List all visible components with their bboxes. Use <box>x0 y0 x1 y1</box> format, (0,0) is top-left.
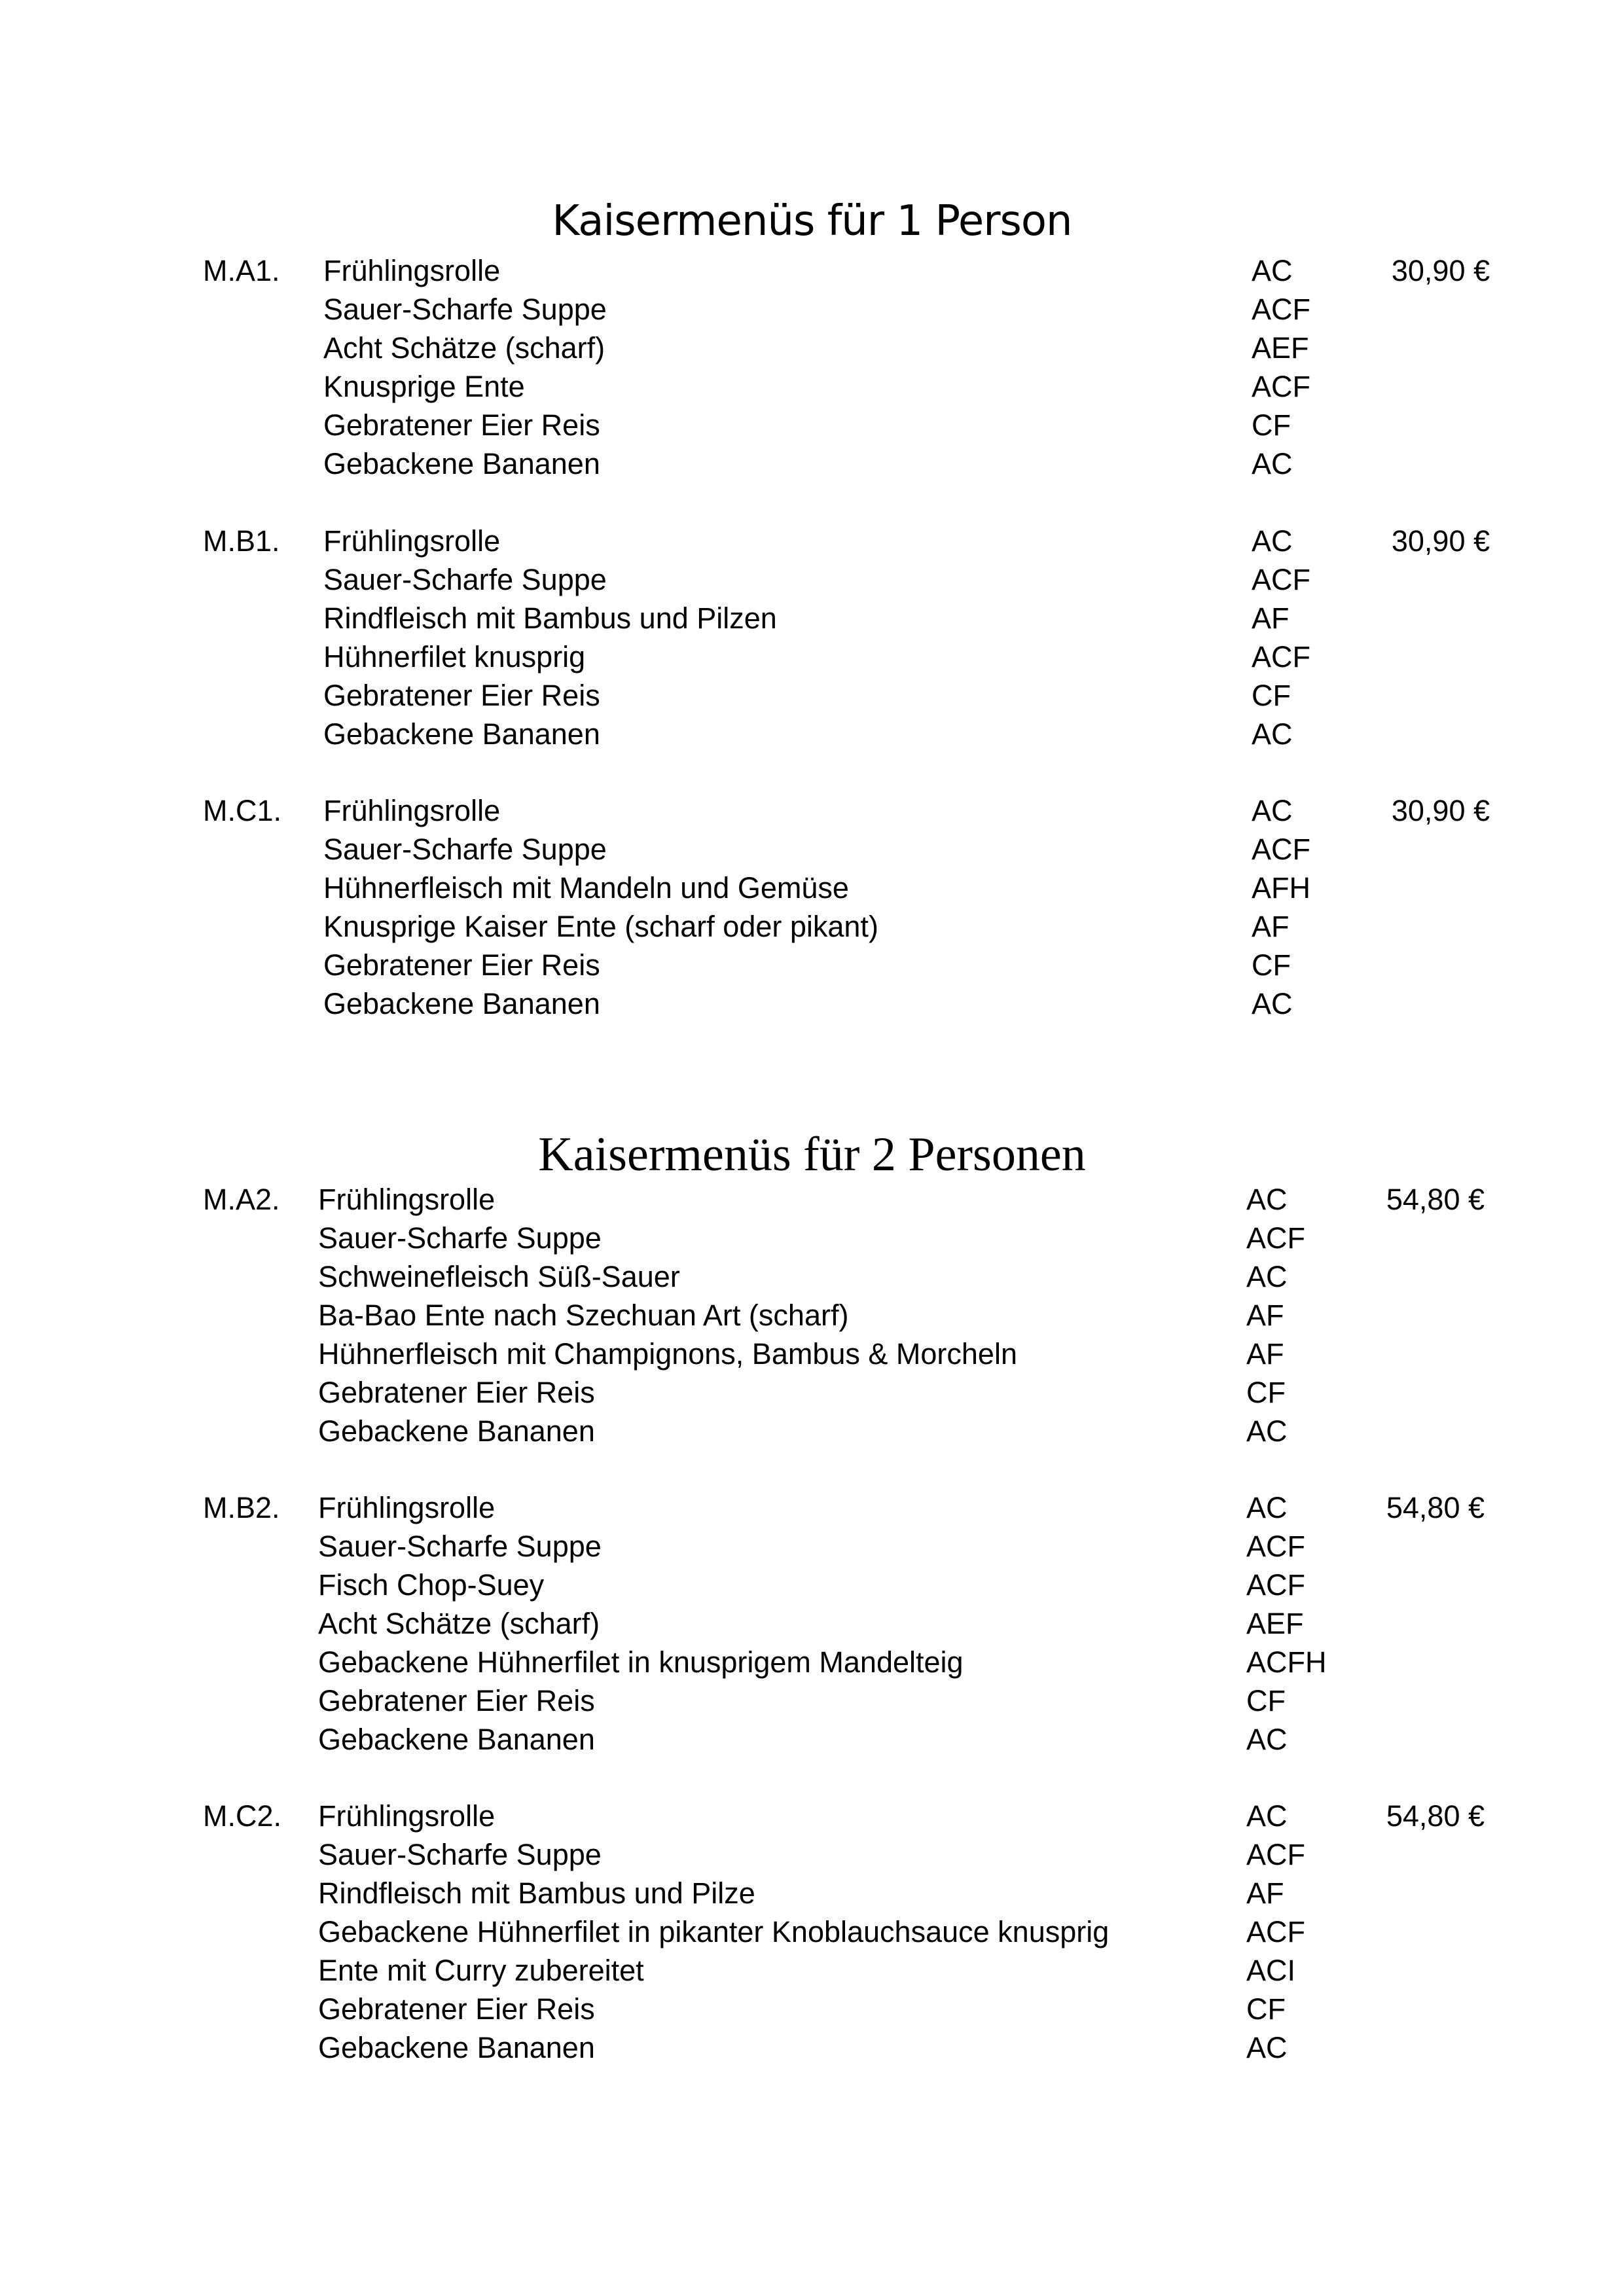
menu-row <box>0 1335 1624 1373</box>
dish-name: Acht Schätze (scharf) <box>318 1607 600 1640</box>
dish-name: Gebackene Bananen <box>318 2031 595 2064</box>
allergen-codes: AC <box>1252 717 1293 751</box>
dish-name: Gebratener Eier Reis <box>318 1992 595 2026</box>
dish-name: Gebackene Bananen <box>323 987 600 1020</box>
dish-name: Gebratener Eier Reis <box>318 1376 595 1409</box>
allergen-codes: AF <box>1246 1876 1284 1910</box>
menu-row <box>0 1990 1624 2028</box>
menu-code: M.A1. <box>203 254 280 287</box>
menu-price: 54,80 € <box>1386 1491 1485 1524</box>
menu-price: 30,90 € <box>1391 524 1490 558</box>
menu-row <box>0 907 1624 946</box>
menu-row <box>0 599 1624 637</box>
allergen-codes: ACF <box>1252 833 1310 866</box>
menu-row <box>0 676 1624 715</box>
menu-block-ma2 <box>0 1180 1624 1450</box>
menu-row <box>0 522 1624 560</box>
menu-row <box>0 1951 1624 1990</box>
allergen-codes: ACFH <box>1246 1645 1327 1679</box>
allergen-codes: AC <box>1252 254 1293 287</box>
dish-name: Schweinefleisch Süß-Sauer <box>318 1260 680 1293</box>
menu-block-ma1 <box>0 251 1624 483</box>
allergen-codes: AC <box>1246 2031 1288 2064</box>
dish-name: Hühnerfleisch mit Champignons, Bambus & Morcheln <box>318 1337 1017 1371</box>
dish-name: Gebackene Bananen <box>318 1723 595 1756</box>
dish-name: Gebratener Eier Reis <box>323 408 600 442</box>
dish-name: Gebackene Bananen <box>323 447 600 480</box>
allergen-codes: ACF <box>1246 1915 1305 1948</box>
dish-name: Hühnerfleisch mit Mandeln und Gemüse <box>323 871 849 905</box>
dish-name: Acht Schätze (scharf) <box>323 331 605 365</box>
allergen-codes: ACF <box>1246 1221 1305 1255</box>
menu-row <box>0 1527 1624 1566</box>
section-title-2-persons: Kaisermenüs für 2 Personen <box>538 1128 1086 1181</box>
menu-code: M.C2. <box>203 1799 282 1833</box>
allergen-codes: AF <box>1252 910 1290 943</box>
menu-row <box>0 2028 1624 2067</box>
allergen-codes: AF <box>1252 601 1290 635</box>
menu-row <box>0 444 1624 483</box>
allergen-codes: AC <box>1252 524 1293 558</box>
menu-code: M.B2. <box>203 1491 280 1524</box>
dish-name: Frühlingsrolle <box>323 524 501 558</box>
dish-name: Frühlingsrolle <box>323 794 501 827</box>
menu-row <box>0 830 1624 869</box>
dish-name: Frühlingsrolle <box>318 1183 496 1216</box>
menu-block-mc2 <box>0 1797 1624 2067</box>
menu-row <box>0 1643 1624 1681</box>
allergen-codes: AC <box>1246 1723 1288 1756</box>
menu-price: 54,80 € <box>1386 1799 1485 1833</box>
dish-name: Gebackene Hühnerfilet in pikanter Knoblauchsauce knusprig <box>318 1915 1110 1948</box>
dish-name: Ba-Bao Ente nach Szechuan Art (scharf) <box>318 1299 849 1332</box>
allergen-codes: CF <box>1246 1992 1286 2026</box>
menu-row <box>0 1720 1624 1759</box>
menu-row <box>0 1296 1624 1335</box>
allergen-codes: AEF <box>1246 1607 1304 1640</box>
allergen-codes: ACF <box>1252 370 1310 403</box>
dish-name: Gebratener Eier Reis <box>323 948 600 982</box>
menu-code: M.C1. <box>203 794 282 827</box>
dish-name: Sauer-Scharfe Suppe <box>318 1221 602 1255</box>
menu-row <box>0 406 1624 444</box>
menu-block-mb2 <box>0 1488 1624 1759</box>
dish-name: Hühnerfilet knusprig <box>323 640 586 673</box>
menu-row <box>0 1604 1624 1643</box>
allergen-codes: AC <box>1246 1491 1288 1524</box>
menu-block-mc1 <box>0 791 1624 1023</box>
allergen-codes: AC <box>1252 794 1293 827</box>
allergen-codes: AC <box>1252 987 1293 1020</box>
dish-name: Sauer-Scharfe Suppe <box>323 293 607 326</box>
allergen-codes: CF <box>1252 408 1291 442</box>
allergen-codes: AF <box>1246 1337 1284 1371</box>
menu-row <box>0 560 1624 599</box>
allergen-codes: AC <box>1246 1260 1288 1293</box>
menu-row <box>0 1180 1624 1219</box>
menu-row <box>0 1566 1624 1604</box>
menu-row <box>0 1412 1624 1450</box>
menu-row <box>0 290 1624 329</box>
menu-row <box>0 1257 1624 1296</box>
dish-name: Gebackene Hühnerfilet in knusprigem Mandelteig <box>318 1645 964 1679</box>
menu-row <box>0 791 1624 830</box>
allergen-codes: CF <box>1246 1684 1286 1717</box>
section-title-1-person: Kaisermenüs für 1 Person <box>552 197 1072 245</box>
menu-price: 30,90 € <box>1391 254 1490 287</box>
allergen-codes: AC <box>1246 1799 1288 1833</box>
allergen-codes: ACF <box>1246 1568 1305 1602</box>
menu-row <box>0 1488 1624 1527</box>
allergen-codes: ACF <box>1252 293 1310 326</box>
menu-row <box>0 1912 1624 1951</box>
allergen-codes: AFH <box>1252 871 1310 905</box>
allergen-codes: CF <box>1252 948 1291 982</box>
menu-row <box>0 1373 1624 1412</box>
menu-price: 54,80 € <box>1386 1183 1485 1216</box>
menu-row <box>0 946 1624 984</box>
dish-name: Gebratener Eier Reis <box>318 1684 595 1717</box>
dish-name: Knusprige Kaiser Ente (scharf oder pikant) <box>323 910 878 943</box>
dish-name: Frühlingsrolle <box>323 254 501 287</box>
menu-row <box>0 715 1624 753</box>
menu-row <box>0 251 1624 290</box>
dish-name: Rindfleisch mit Bambus und Pilze <box>318 1876 755 1910</box>
dish-name: Ente mit Curry zubereitet <box>318 1954 644 1987</box>
menu-row <box>0 367 1624 406</box>
allergen-codes: AC <box>1246 1183 1288 1216</box>
menu-row <box>0 1797 1624 1835</box>
menu-row <box>0 1219 1624 1257</box>
menu-row <box>0 869 1624 907</box>
allergen-codes: ACF <box>1252 640 1310 673</box>
allergen-codes: ACI <box>1246 1954 1296 1987</box>
allergen-codes: AC <box>1252 447 1293 480</box>
dish-name: Frühlingsrolle <box>318 1491 496 1524</box>
menu-block-mb1 <box>0 522 1624 753</box>
allergen-codes: ACF <box>1252 563 1310 596</box>
dish-name: Gebratener Eier Reis <box>323 679 600 712</box>
menu-code: M.B1. <box>203 524 280 558</box>
allergen-codes: CF <box>1246 1376 1286 1409</box>
dish-name: Frühlingsrolle <box>318 1799 496 1833</box>
menu-row <box>0 1835 1624 1874</box>
dish-name: Sauer-Scharfe Suppe <box>323 833 607 866</box>
allergen-codes: AF <box>1246 1299 1284 1332</box>
menu-code: M.A2. <box>203 1183 280 1216</box>
dish-name: Sauer-Scharfe Suppe <box>318 1838 602 1871</box>
allergen-codes: ACF <box>1246 1838 1305 1871</box>
allergen-codes: AEF <box>1252 331 1309 365</box>
menu-row <box>0 329 1624 367</box>
dish-name: Gebackene Bananen <box>318 1414 595 1448</box>
dish-name: Rindfleisch mit Bambus und Pilzen <box>323 601 777 635</box>
dish-name: Sauer-Scharfe Suppe <box>318 1530 602 1563</box>
dish-name: Knusprige Ente <box>323 370 525 403</box>
allergen-codes: ACF <box>1246 1530 1305 1563</box>
allergen-codes: CF <box>1252 679 1291 712</box>
menu-row <box>0 984 1624 1023</box>
dish-name: Gebackene Bananen <box>323 717 600 751</box>
menu-row <box>0 637 1624 676</box>
menu-price: 30,90 € <box>1391 794 1490 827</box>
dish-name: Sauer-Scharfe Suppe <box>323 563 607 596</box>
menu-row <box>0 1874 1624 1912</box>
dish-name: Fisch Chop-Suey <box>318 1568 545 1602</box>
menu-row <box>0 1681 1624 1720</box>
allergen-codes: AC <box>1246 1414 1288 1448</box>
